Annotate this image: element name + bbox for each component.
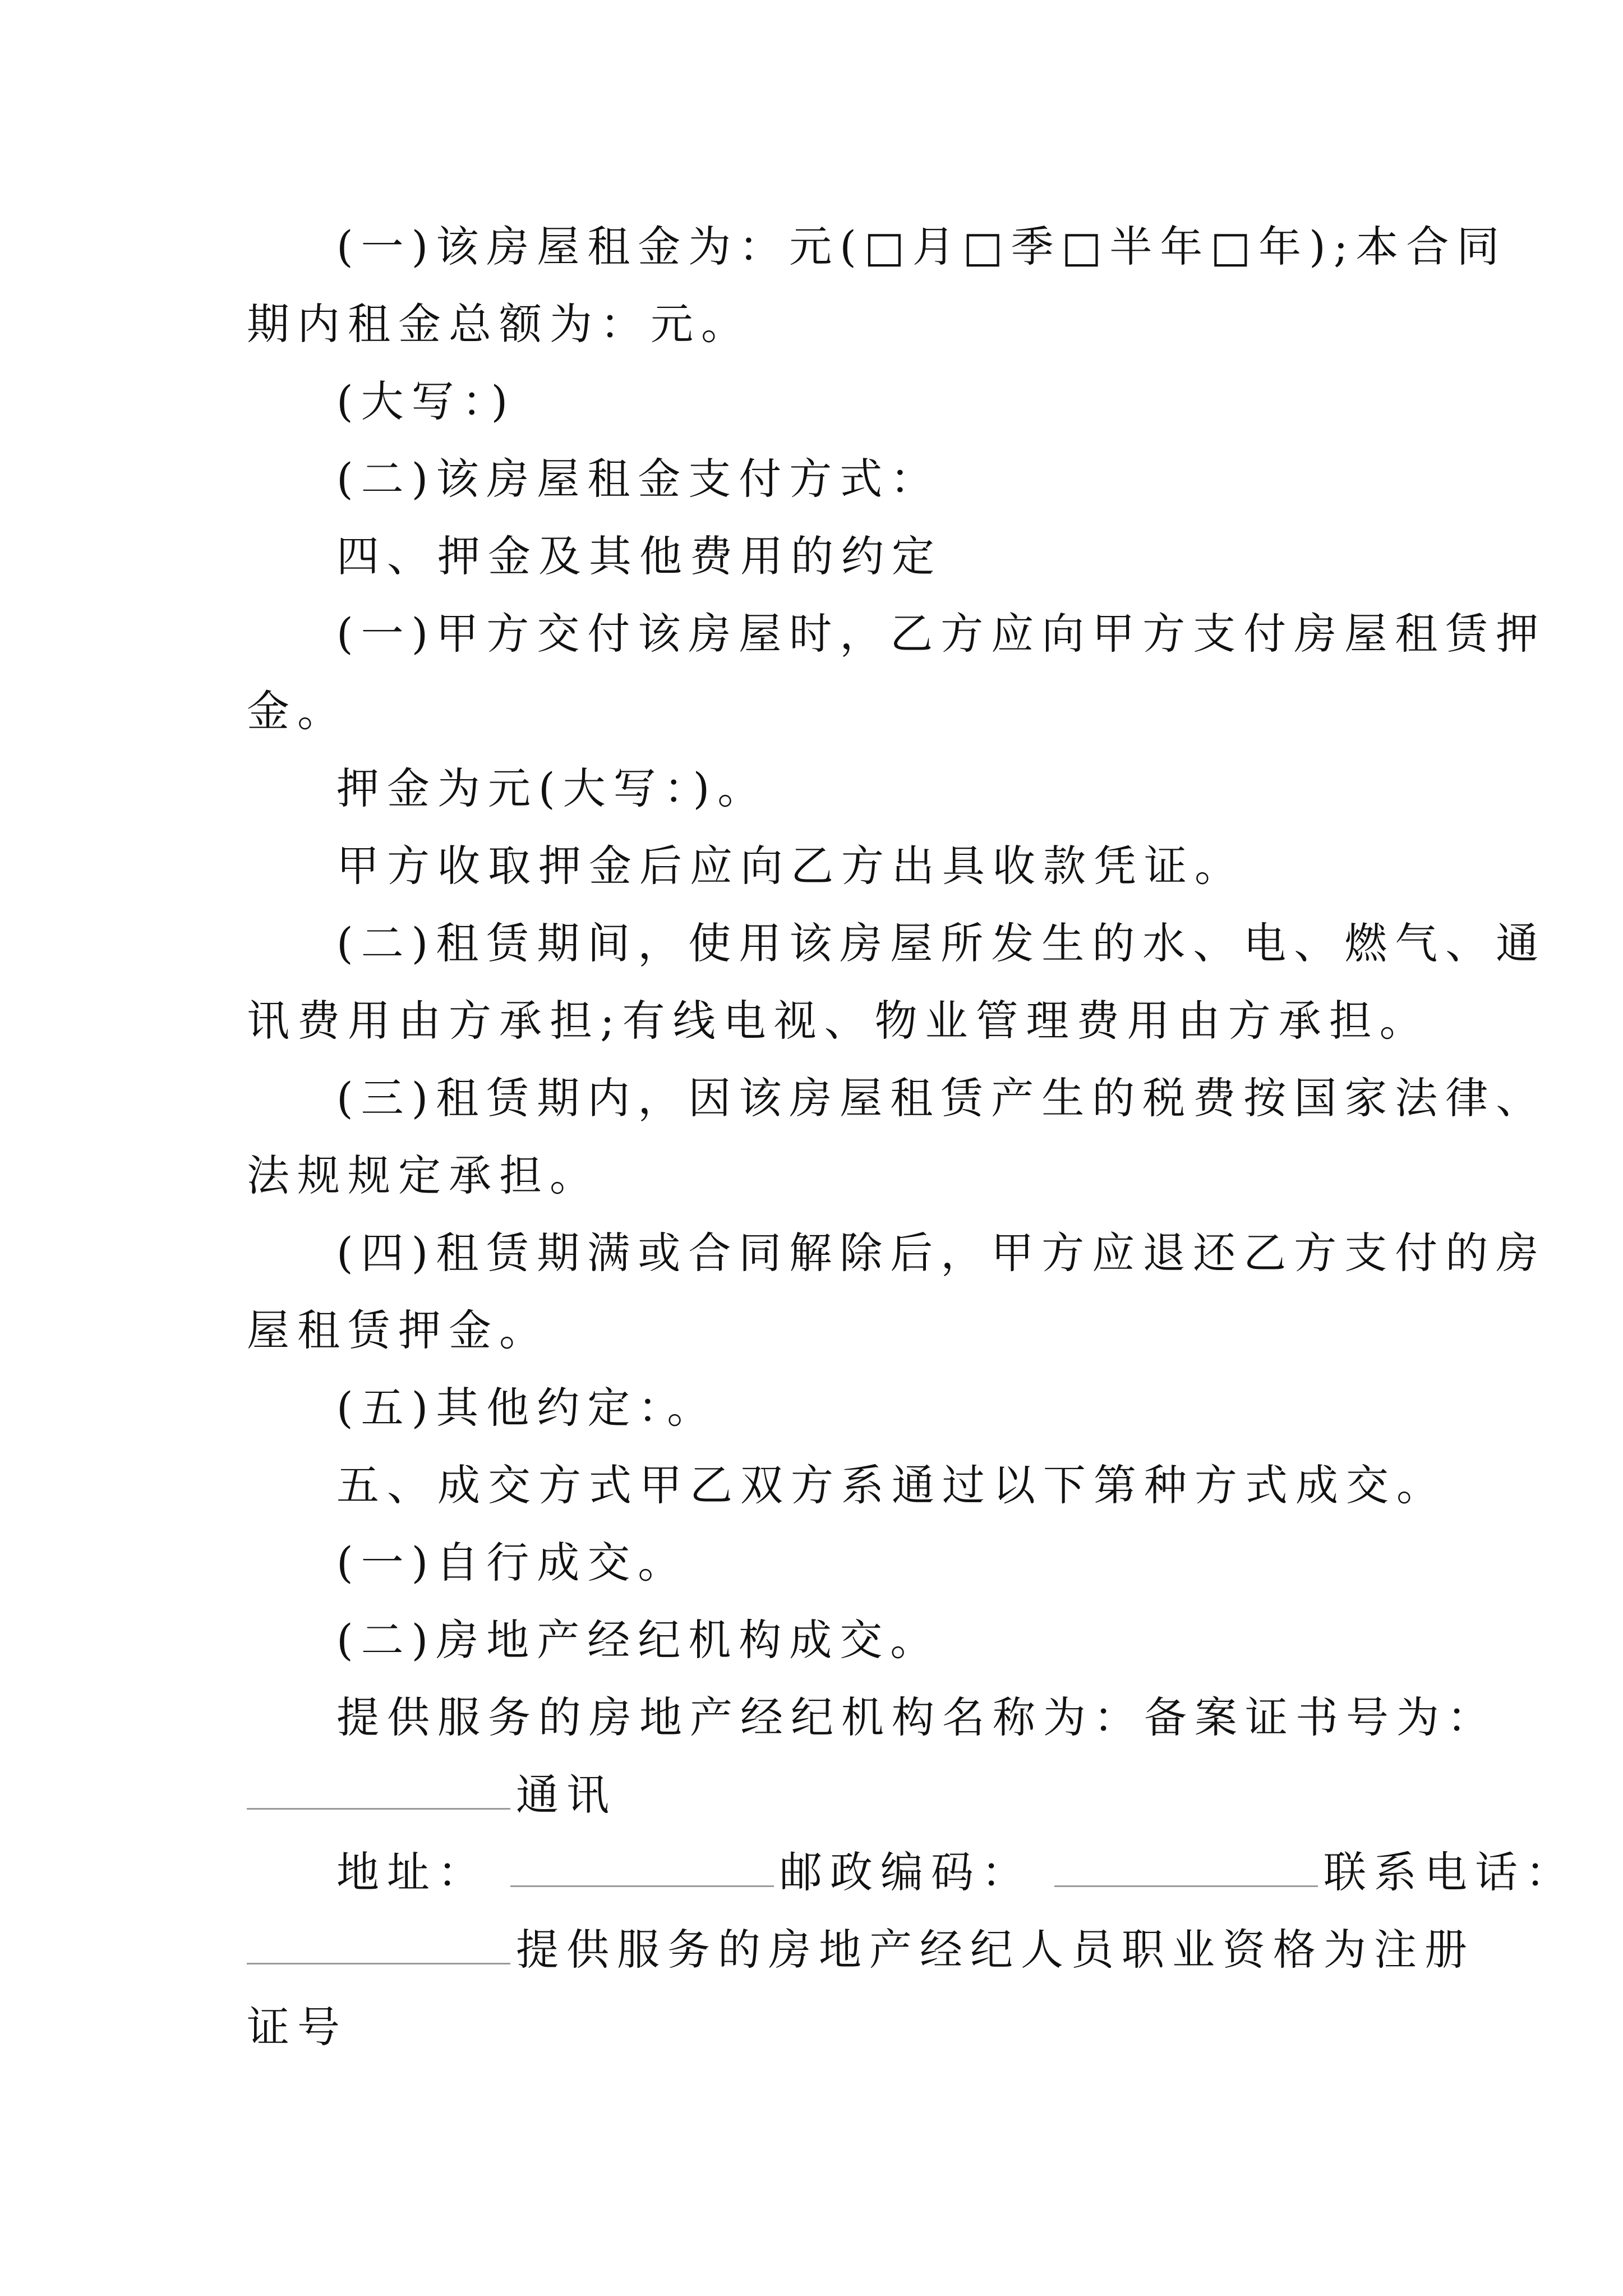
text-line: (一)自行成交。 xyxy=(336,1538,689,1588)
text-line: (三)租赁期内，因该房屋租赁产生的税费按国家法律、 xyxy=(336,1073,1547,1123)
phone-blank xyxy=(247,1929,510,1964)
text-line: 屋租赁押金。 xyxy=(247,1305,550,1355)
agent-text: 提供服务的房地产经纪人员职业资格为注册 xyxy=(516,1925,1475,1975)
address-label: 地址： xyxy=(336,1847,488,1897)
text-line: (二)租赁期间，使用该房屋所发生的水、电、燃气、通 xyxy=(336,918,1547,968)
text-line: 期内租金总额为：元。 xyxy=(247,299,751,349)
section-heading: 五、成交方式甲乙双方系通过以下第种方式成交。 xyxy=(336,1460,1447,1510)
text-line: (一)该房屋租金为：元(□月□季□半年□年);本合同 xyxy=(336,222,1507,272)
text-line xyxy=(247,1767,617,1823)
postcode-label: 邮政编码： xyxy=(780,1847,1032,1897)
text-line: (四)租赁期满或合同解除后，甲方应退还乙方支付的房 xyxy=(336,1228,1547,1278)
text-line xyxy=(247,1922,1475,1978)
text-line: (五)其他约定：。 xyxy=(336,1383,718,1433)
text-line: (二)该房屋租金支付方式： xyxy=(336,454,941,504)
text-line: (大写：) xyxy=(336,376,516,426)
text-line: 提供服务的房地产经纪机构名称为：备案证书号为： xyxy=(336,1692,1497,1742)
text-line: 证号 xyxy=(247,2002,348,2052)
address-blank xyxy=(510,1852,774,1887)
blank-field xyxy=(247,1774,510,1810)
phone-label: 联系电话： xyxy=(1324,1847,1576,1897)
text-line: 讯费用由方承担;有线电视、物业管理费用由方承担。 xyxy=(247,996,1430,1046)
text-line: (二)房地产经纪机构成交。 xyxy=(336,1615,941,1665)
contact-line xyxy=(336,1844,1576,1901)
section-heading: 四、押金及其他费用的约定 xyxy=(336,531,942,581)
text-line: 押金为元(大写：)。 xyxy=(336,763,768,813)
text-line: 甲方收取押金后应向乙方出具收款凭证。 xyxy=(336,841,1245,891)
tongxun-text: 通讯 xyxy=(516,1770,617,1820)
text-line: 金。 xyxy=(247,686,348,736)
postcode-blank xyxy=(1054,1852,1318,1887)
text-line: (一)甲方交付该房屋时，乙方应向甲方支付房屋租赁押 xyxy=(336,609,1547,659)
text-line: 法规规定承担。 xyxy=(247,1151,600,1200)
